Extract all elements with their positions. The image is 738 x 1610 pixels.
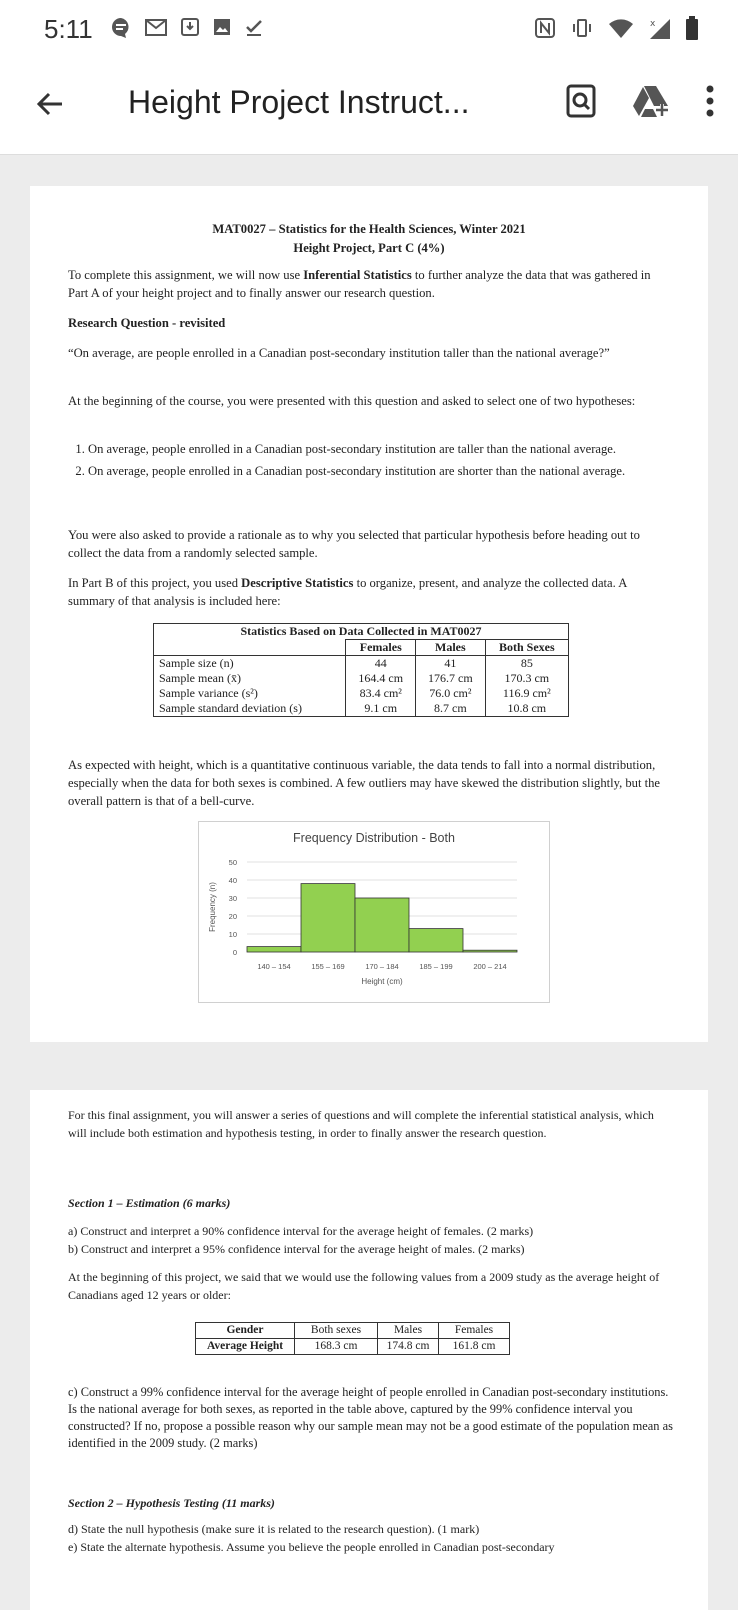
status-bar: [0, 0, 738, 62]
table-title: Statistics Based on Data Collected in MAT0027: [154, 624, 569, 640]
intro-paragraph: To complete this assignment, we will now use Inferential Statistics to further analyze the data that was gathered in Part A of your height project and to finally answer our research question.: [68, 268, 651, 300]
histogram-bar: [247, 947, 301, 952]
table-header: Females: [346, 640, 416, 656]
gmail-notification-icon: [144, 17, 168, 37]
hypotheses-list: [68, 440, 688, 484]
frequency-chart-svg: [199, 822, 549, 1002]
status-time: 5:11: [44, 14, 93, 44]
question-c: c) Construct a 99% confidence interval for the average height of people enrolled in Canadian post-secondary institutions. Is the national average for both sexes, as reported in the table above, captured by the 99% confidence interval you constructed? If no, propose a possible reason why our sample mean may not be a good estimate of the population mean as identified in the 2009 study. (2 marks): [68, 1385, 673, 1450]
document-page-1: [30, 186, 708, 1042]
app-bar: [0, 62, 738, 155]
histogram-bar: [355, 898, 409, 952]
download-box-notification-icon: [180, 17, 200, 37]
distribution-paragraph: As expected with height, which is a quantitative continuous variable, the data tends to fall into a normal distribution, especially when the data for both sexes is combined. A few outliers may have skewed the distribution slightly, but the overall pattern is that of a bell-curve.: [68, 758, 661, 808]
y-tick-label: 30: [228, 894, 237, 903]
y-tick-label: 20: [228, 912, 237, 921]
research-question-text: “On average, are people enrolled in a Canadian post-secondary institution taller than the national average?”: [68, 346, 610, 360]
search-in-document-icon[interactable]: [566, 84, 596, 118]
x-tick-label: 170 – 184: [365, 962, 399, 971]
battery-icon: [686, 16, 698, 40]
section-2-heading: Section 2 – Hypothesis Testing (11 marks): [68, 1496, 275, 1510]
y-tick-label: 50: [228, 858, 237, 867]
y-tick-label: 0: [232, 948, 237, 957]
y-axis-label: Frequency (n): [208, 882, 217, 932]
histogram-bar: [409, 929, 463, 952]
table-row: Gender Both sexes Males Females: [196, 1323, 510, 1339]
document-title: Height Project Instruct...: [128, 84, 470, 120]
back-arrow-icon[interactable]: [34, 88, 66, 120]
table-header: Both Sexes: [485, 640, 568, 656]
final-assignment-paragraph: For this final assignment, you will answer a series of questions and will complete the inferential statistical analysis, which will include both estimation and hypothesis testing, in order to finally answer the research question.: [68, 1108, 654, 1140]
hypothesis-item: 2. On average, people enrolled in a Canadian post-secondary institution are shorter than the national average.: [88, 462, 688, 480]
svg-text:x: x: [650, 19, 656, 29]
hypothesis-item: 1. On average, people enrolled in a Canadian post-secondary institution are taller than the national average.: [88, 440, 688, 458]
vibrate-icon: [570, 17, 594, 39]
messages-notification-icon: [110, 16, 132, 38]
check-download-icon: [244, 17, 264, 37]
project-title: Height Project, Part C (4%): [293, 241, 445, 255]
image-notification-icon: [212, 17, 232, 37]
research-question-heading: Research Question - revisited: [68, 316, 226, 330]
y-tick-label: 40: [228, 876, 237, 885]
table-row: Sample variance (s²) 83.4 cm² 76.0 cm² 116.9 cm²: [154, 686, 569, 701]
section-1-heading: Section 1 – Estimation (6 marks): [68, 1196, 231, 1210]
x-axis-label: Height (cm): [361, 977, 403, 986]
x-tick-label: 155 – 169: [311, 962, 345, 971]
table-row: Sample mean (x̄) 164.4 cm 176.7 cm 170.3 cm: [154, 671, 569, 686]
study-paragraph: At the beginning of this project, we said that we would use the following values from a 2009 study as the average height of Canadians aged 12 years or older:: [68, 1270, 660, 1302]
table-row: Average Height 168.3 cm 174.8 cm 161.8 cm: [196, 1339, 510, 1355]
more-options-icon[interactable]: [706, 85, 714, 117]
table-header: Males: [416, 640, 486, 656]
table-row: Sample size (n) 44 41 85: [154, 656, 569, 672]
document-page-2: [30, 1090, 708, 1610]
chart-title: Frequency Distribution - Both: [293, 831, 455, 845]
question-d: d) State the null hypothesis (make sure it is related to the research question). (1 mark): [68, 1522, 480, 1536]
x-tick-label: 140 – 154: [257, 962, 291, 971]
rationale-paragraph: You were also asked to provide a rationale as to why you selected that particular hypothesis before heading out to collect the data from a randomly selected sample.: [68, 528, 640, 560]
beginning-paragraph: At the beginning of the course, you were presented with this question and asked to select one of two hypotheses:: [68, 394, 636, 408]
y-tick-label: 10: [228, 930, 237, 939]
part-b-paragraph: In Part B of this project, you used Descriptive Statistics to organize, present, and analyze the collected data. A summary of that analysis is included here:: [68, 576, 627, 608]
average-height-table: [195, 1322, 510, 1355]
question-a: a) Construct and interpret a 90% confidence interval for the average height of females. (2 marks): [68, 1224, 534, 1238]
table-row: Sample standard deviation (s) 9.1 cm 8.7 cm 10.8 cm: [154, 701, 569, 717]
x-tick-label: 185 – 199: [419, 962, 453, 971]
statistics-table: [153, 623, 569, 717]
x-tick-label: 200 – 214: [473, 962, 507, 971]
question-b: b) Construct and interpret a 95% confidence interval for the average height of males. (2 marks): [68, 1242, 525, 1256]
course-title: MAT0027 – Statistics for the Health Sciences, Winter 2021: [212, 222, 526, 236]
signal-icon: [648, 17, 672, 39]
add-to-drive-icon[interactable]: [632, 84, 670, 118]
wifi-icon: [608, 18, 634, 38]
question-e: e) State the alternate hypothesis. Assume you believe the people enrolled in Canadian post-secondary: [68, 1540, 555, 1554]
nfc-icon: [534, 17, 556, 39]
frequency-chart: [198, 821, 550, 1003]
histogram-bar: [301, 884, 355, 952]
histogram-bar: [463, 950, 517, 952]
